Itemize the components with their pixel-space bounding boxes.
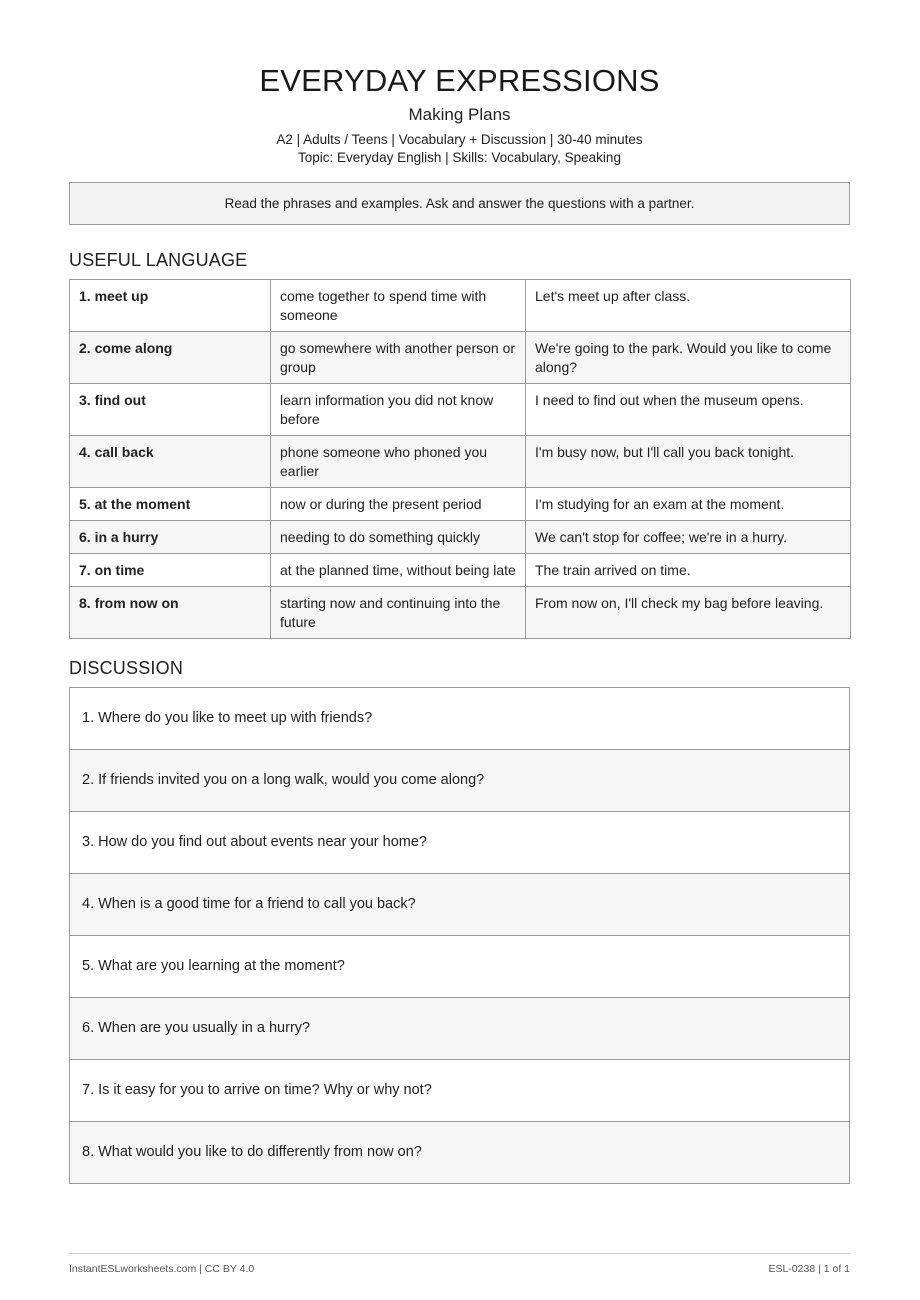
table-row [70, 587, 851, 639]
discussion-question: 8. What would you like to do differently from now on? [70, 1122, 849, 1184]
example-cell: We can't stop for coffee; we're in a hurry. [526, 521, 851, 554]
worksheet-subtitle: Making Plans [408, 105, 511, 124]
discussion-question-list [69, 687, 850, 1184]
discussion-question: 7. Is it easy for you to arrive on time? Why or why not? [70, 1060, 849, 1122]
phrase-cell: 6. in a hurry [70, 521, 271, 554]
meaning-cell: at the planned time, without being late [271, 554, 526, 587]
worksheet-meta [69, 131, 850, 167]
phrase-cell: 7. on time [70, 554, 271, 587]
worksheet-page [69, 0, 850, 1184]
table-row [70, 488, 851, 521]
instructions-box: Read the phrases and examples. Ask and answer the questions with a partner. [69, 182, 850, 225]
worksheet-title: EVERYDAY EXPRESSIONS [259, 63, 660, 98]
vocabulary-table [69, 279, 851, 639]
example-cell: The train arrived on time. [526, 554, 851, 587]
table-row [70, 384, 851, 436]
table-row [70, 332, 851, 384]
page-footer [69, 1253, 850, 1276]
table-row [70, 280, 851, 332]
phrase-cell: 5. at the moment [70, 488, 271, 521]
example-cell: I'm busy now, but I'll call you back tonight. [526, 436, 851, 488]
useful-language-heading: USEFUL LANGUAGE [69, 250, 248, 270]
phrase-cell: 1. meet up [70, 280, 271, 332]
example-cell: We're going to the park. Would you like to come along? [526, 332, 851, 384]
footer-page-number: ESL-0238 | 1 of 1 [768, 1263, 850, 1275]
example-cell: I'm studying for an exam at the moment. [526, 488, 851, 521]
example-cell: I need to find out when the museum opens. [526, 384, 851, 436]
meaning-cell: learn information you did not know before [271, 384, 526, 436]
discussion-question: 6. When are you usually in a hurry? [70, 998, 849, 1060]
discussion-question: 4. When is a good time for a friend to call you back? [70, 874, 849, 936]
meaning-cell: come together to spend time with someone [271, 280, 526, 332]
meaning-cell: now or during the present period [271, 488, 526, 521]
discussion-question: 3. How do you find out about events near your home? [70, 812, 849, 874]
meaning-cell: go somewhere with another person or group [271, 332, 526, 384]
footer-source-license: InstantESLworksheets.com | CC BY 4.0 [69, 1263, 255, 1275]
meta-topic-line: Topic: Everyday English | Skills: Vocabulary, Speaking [298, 150, 621, 165]
meaning-cell: starting now and continuing into the future [271, 587, 526, 639]
discussion-heading: DISCUSSION [69, 658, 184, 678]
phrase-cell: 4. call back [70, 436, 271, 488]
meaning-cell: phone someone who phoned you earlier [271, 436, 526, 488]
example-cell: Let's meet up after class. [526, 280, 851, 332]
meaning-cell: needing to do something quickly [271, 521, 526, 554]
discussion-question: 2. If friends invited you on a long walk, would you come along? [70, 750, 849, 812]
table-row [70, 554, 851, 587]
table-row [70, 436, 851, 488]
meta-level-line: A2 | Adults / Teens | Vocabulary + Discussion | 30-40 minutes [276, 132, 643, 147]
discussion-question: 5. What are you learning at the moment? [70, 936, 849, 998]
example-cell: From now on, I'll check my bag before leaving. [526, 587, 851, 639]
discussion-question: 1. Where do you like to meet up with friends? [70, 688, 849, 750]
phrase-cell: 2. come along [70, 332, 271, 384]
phrase-cell: 3. find out [70, 384, 271, 436]
table-row [70, 521, 851, 554]
phrase-cell: 8. from now on [70, 587, 271, 639]
